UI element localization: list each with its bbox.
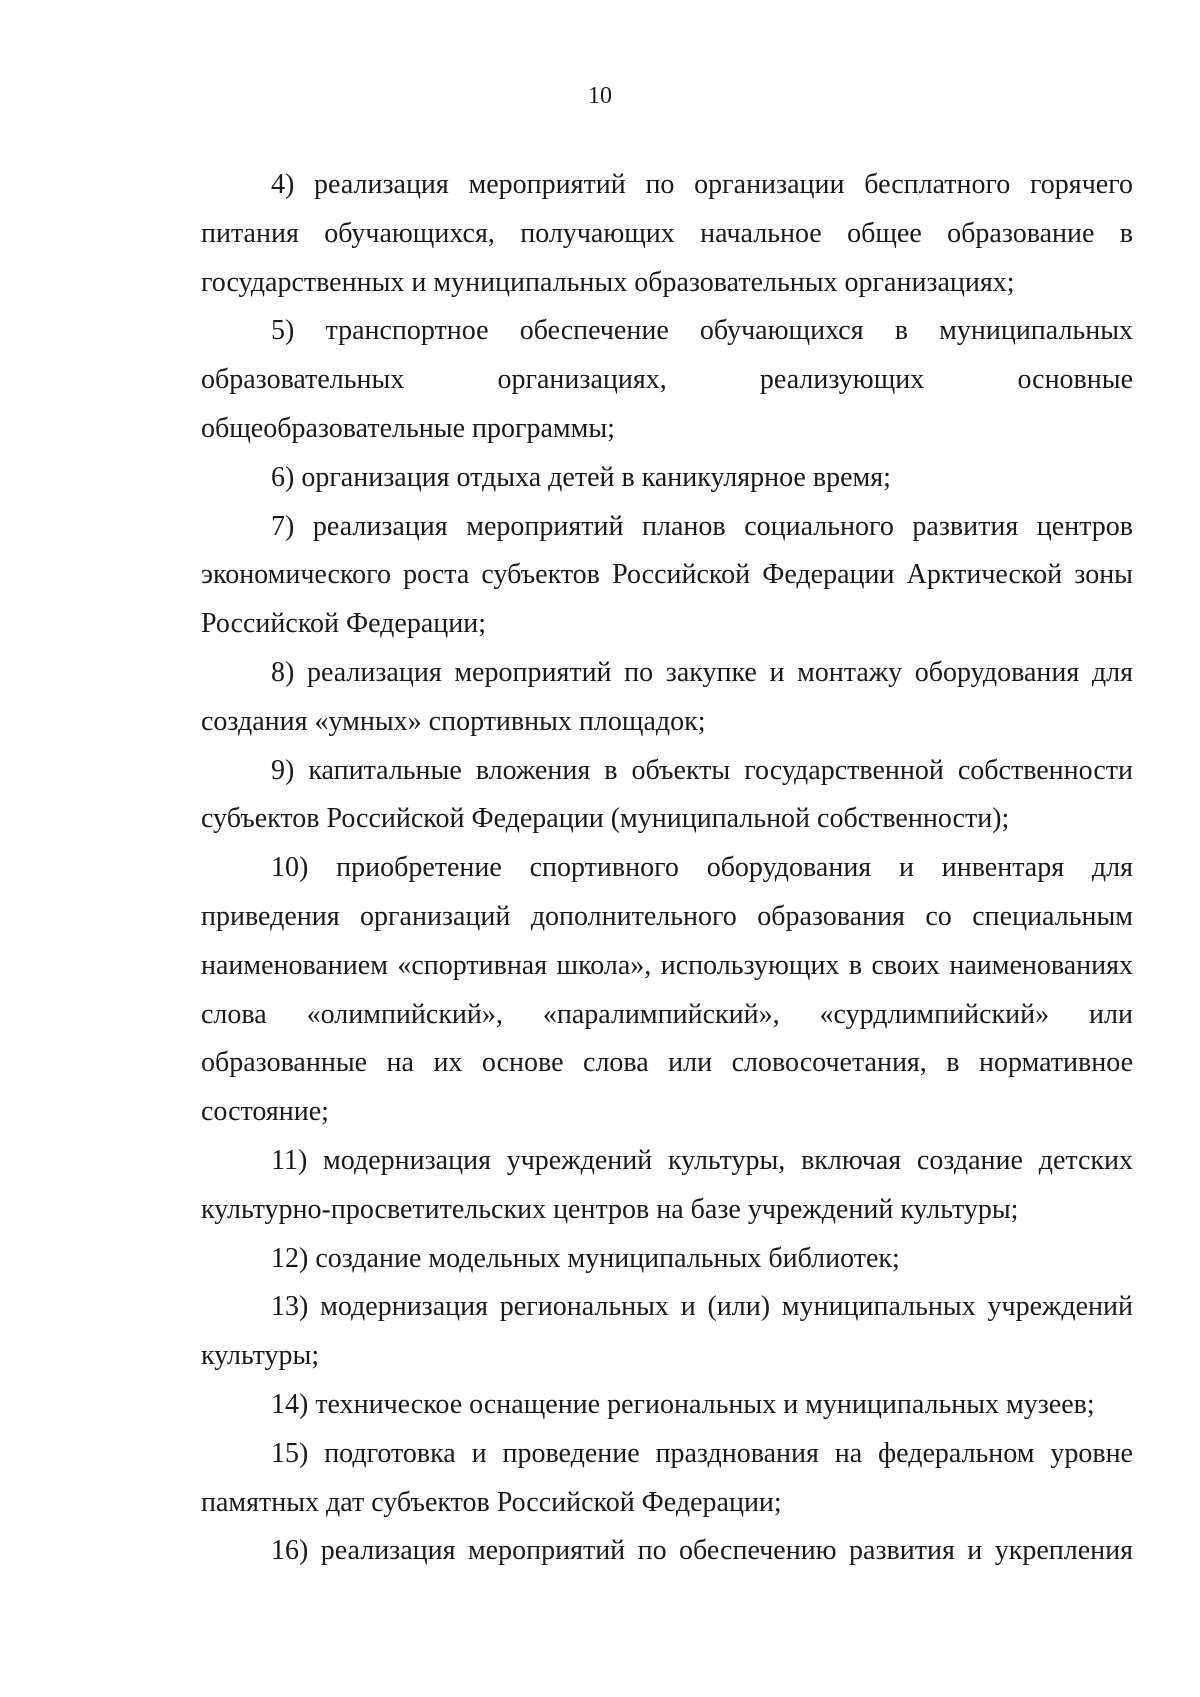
list-item: 9) капитальные вложения в объекты государственной собственности субъектов Российской Федерации (муниципальной собственности); [201, 754, 1133, 835]
page-number: 10 [588, 83, 612, 109]
list-item: 11) модернизация учреждений культуры, включая создание детских культурно-просветительских центров на базе учреждений культуры; [201, 1144, 1133, 1225]
list-item: 7) реализация мероприятий планов социального развития центров экономического роста субъектов Российской Федерации Арктической зоны Российской Федерации; [201, 510, 1133, 640]
list-item: 4) реализация мероприятий по организации бесплатного горячего питания обучающихся, получающих начальное общее образование в государственных и муниципальных образовательных организациях; [201, 169, 1133, 298]
list-item: 5) транспортное обеспечение обучающихся в муниципальных образовательных организациях, реализующих основные общеобразовательные программы; [201, 315, 1133, 444]
list-item: 10) приобретение спортивного оборудования и инвентаря для приведения организаций дополнительного образования со специальным наименованием «спортивная школа», использующих в своих наименованиях слова «олимпийский», «паралимпийский», «сурдлимпийский» или образованные на их основе слова или словосочетания, в нормативное состояние; [201, 852, 1133, 1128]
list-item: 16) реализация мероприятий по обеспечению развития и укрепления [271, 1535, 1133, 1567]
list-item: 8) реализация мероприятий по закупке и монтажу оборудования для создания «умных» спортивных площадок; [201, 656, 1133, 737]
list-item: 12) создание модельных муниципальных библиотек; [271, 1242, 900, 1274]
document-body [201, 161, 1133, 1576]
list-item: 15) подготовка и проведение празднования на федеральном уровне памятных дат субъектов Российской Федерации; [201, 1437, 1133, 1518]
list-item: 14) техническое оснащение региональных и муниципальных музеев; [271, 1388, 1095, 1420]
list-item: 6) организация отдыха детей в каникулярное время; [271, 461, 891, 493]
list-item: 13) модернизация региональных и (или) муниципальных учреждений культуры; [201, 1291, 1133, 1372]
